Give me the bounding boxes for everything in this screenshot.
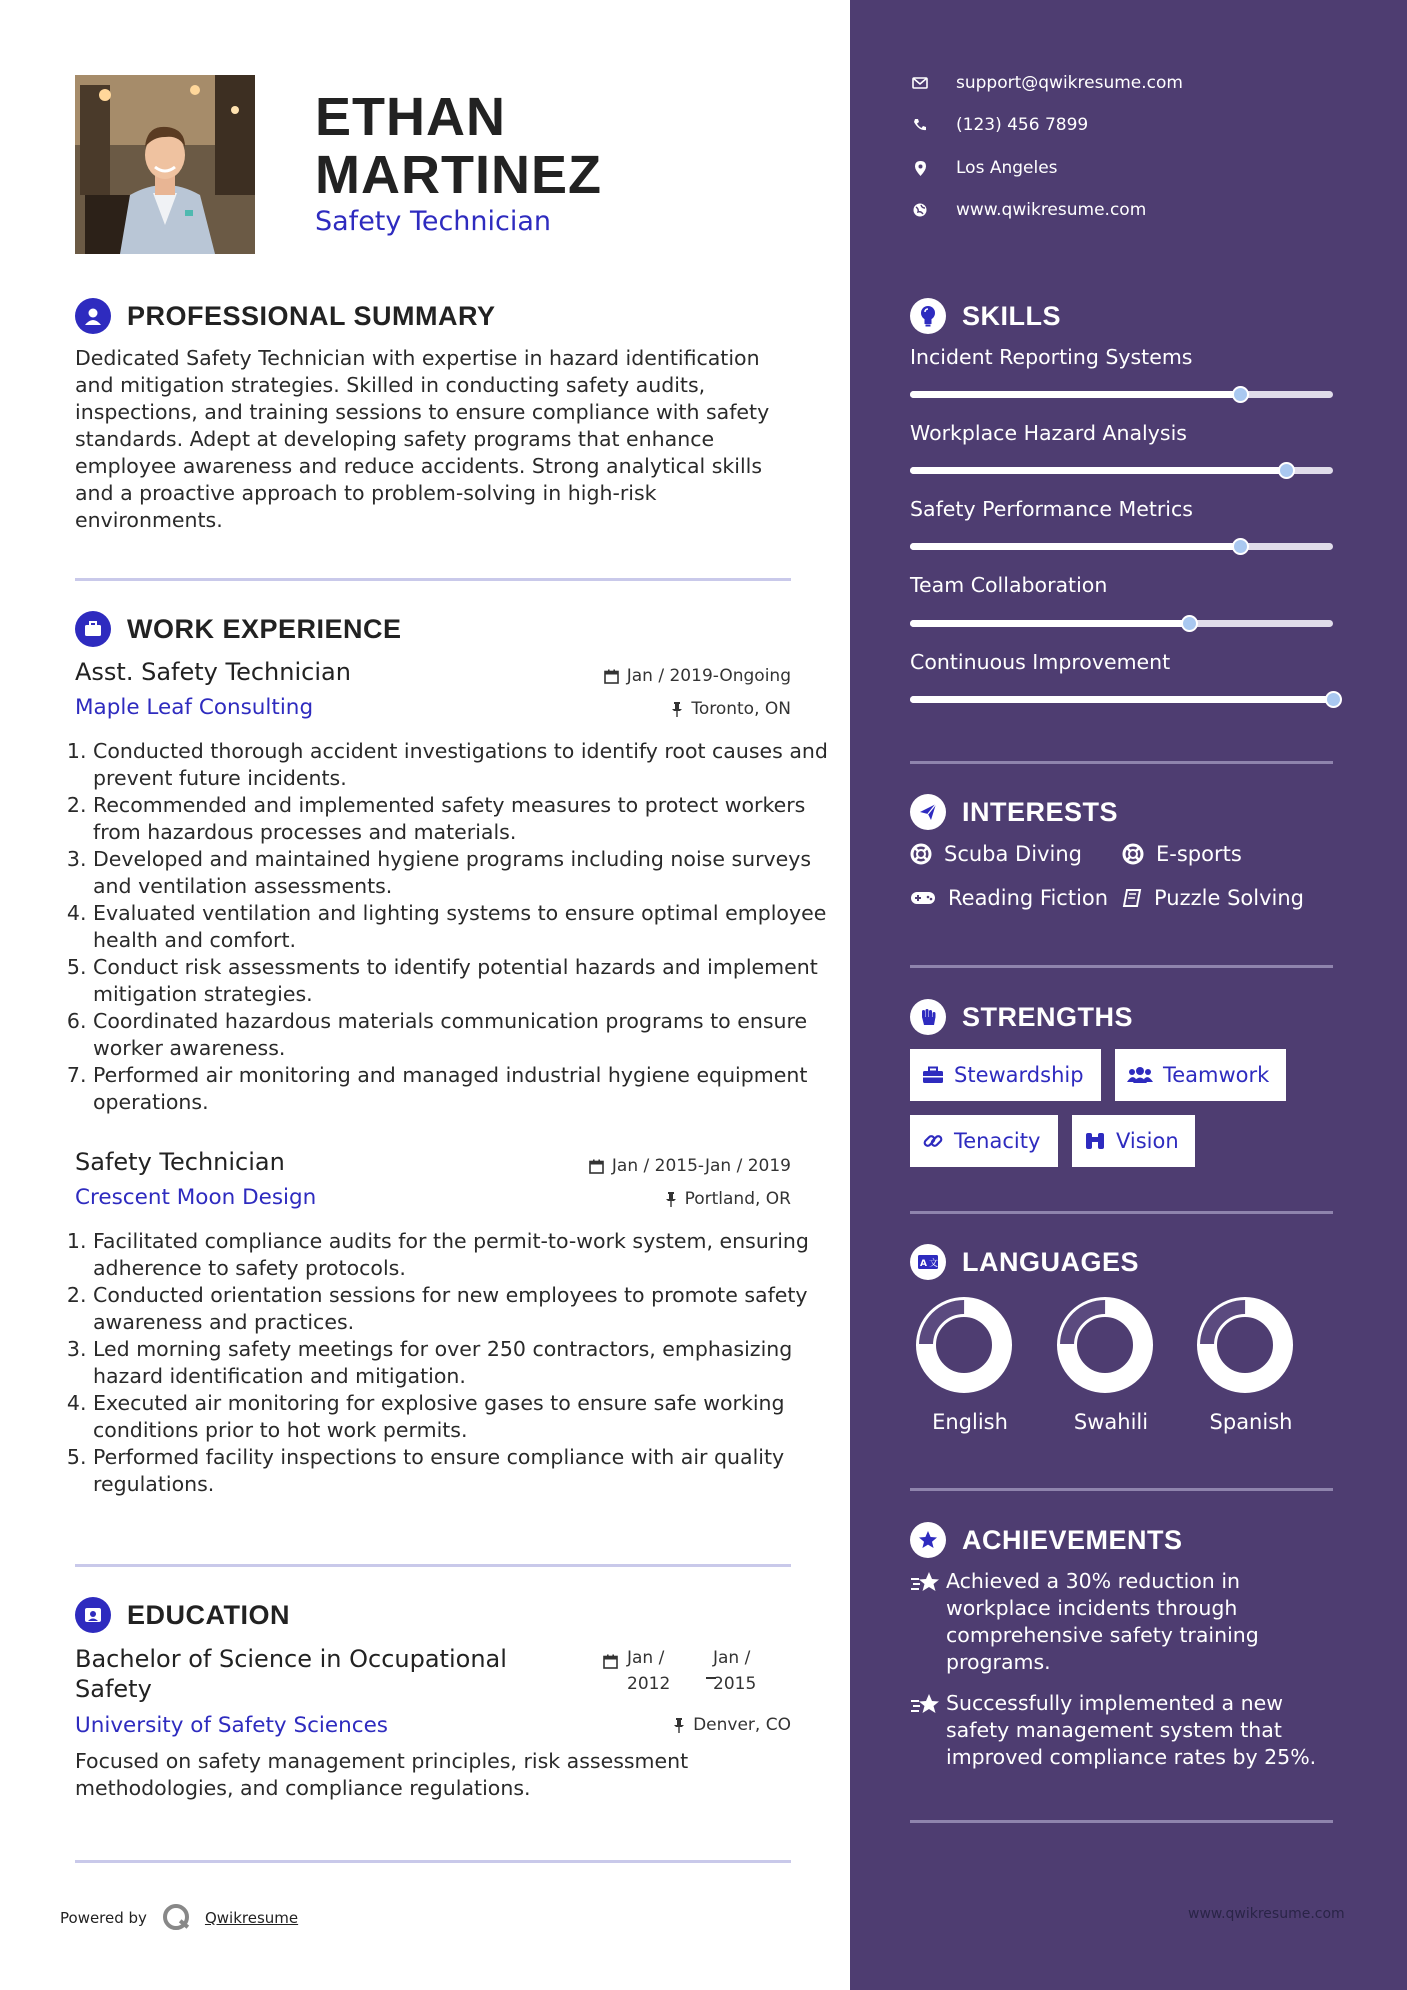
edu-location-text: Denver, CO	[693, 1715, 791, 1735]
strengths-title: STRENGTHS	[962, 1001, 1134, 1032]
interest-item	[910, 886, 1108, 910]
job-1-dates	[604, 666, 791, 686]
achievement-text: Successfully implemented a new safety management system that improved compliance rates by 25%.	[946, 1691, 1317, 1769]
achievement-item	[910, 1690, 1326, 1771]
pin-icon	[671, 702, 683, 717]
interest-item	[1122, 886, 1304, 910]
skill-knob	[1232, 386, 1249, 403]
languages-title: LANGUAGES	[962, 1246, 1140, 1277]
interest-item	[1122, 842, 1242, 866]
job-1-location	[671, 699, 791, 719]
edu-end	[713, 1645, 756, 1697]
users-icon	[1127, 1066, 1153, 1084]
lifebuoy-icon	[1122, 843, 1144, 865]
calendar-icon	[603, 1654, 618, 1673]
languages-heading	[910, 1244, 1139, 1280]
job-2-company: Crescent Moon Design	[75, 1185, 317, 1210]
job-2-title: Safety Technician	[75, 1148, 285, 1176]
strength-chip	[910, 1115, 1058, 1167]
strengths-heading	[910, 999, 1133, 1035]
divider	[75, 1564, 791, 1567]
contact-email[interactable]	[910, 73, 1183, 93]
list-item: 2. Conducted orientation sessions for new employees to promote safety awareness and practices.	[93, 1282, 828, 1336]
divider	[910, 965, 1333, 968]
school: University of Safety Sciences	[75, 1713, 388, 1738]
interests-heading	[910, 794, 1118, 830]
edu-start-year: 2012	[627, 1674, 671, 1694]
interest-item	[910, 842, 1082, 866]
skill-label: Continuous Improvement	[910, 650, 1171, 674]
language-ring	[914, 1295, 1014, 1399]
job-1-bullets	[68, 738, 828, 1116]
strength-chip	[1115, 1049, 1286, 1101]
skill-bar	[910, 620, 1333, 627]
edu-location	[673, 1715, 791, 1735]
strength-label: Tenacity	[954, 1129, 1041, 1153]
skills-heading	[910, 298, 1061, 334]
divider	[75, 1860, 791, 1863]
interests-title: INTERESTS	[962, 796, 1119, 827]
gamepad-icon	[910, 890, 936, 906]
job-2-location	[665, 1189, 791, 1209]
education-title: EDUCATION	[127, 1599, 290, 1630]
contact-phone[interactable]	[910, 115, 1088, 135]
skill-fill	[910, 391, 1240, 398]
skill-knob	[1232, 538, 1249, 555]
job-1-company: Maple Leaf Consulting	[75, 695, 314, 720]
lightbulb-icon	[910, 298, 946, 334]
interest-label: E-sports	[1156, 842, 1242, 866]
divider	[910, 761, 1333, 764]
language-label: English	[932, 1410, 1008, 1434]
contact-website[interactable]	[910, 200, 1146, 220]
strength-chip	[1072, 1115, 1195, 1167]
pin-icon	[665, 1192, 677, 1207]
contact-location	[910, 158, 1058, 178]
list-item: 1. Facilitated compliance audits for the permit-to-work system, ensuring adherence to safety protocols.	[93, 1228, 828, 1282]
qwikresume-link[interactable]: Qwikresume	[204, 1909, 299, 1927]
powered-by-label: Powered by	[60, 1909, 147, 1927]
link-icon	[922, 1130, 944, 1152]
paper-plane-icon	[910, 794, 946, 830]
skill-fill	[910, 696, 1333, 703]
strength-label: Vision	[1116, 1129, 1179, 1153]
svg-text:A: A	[920, 1259, 927, 1269]
star-icon	[910, 1568, 946, 1676]
svg-text:文: 文	[929, 1259, 939, 1269]
experience-heading	[75, 611, 402, 647]
achievements-title: ACHIEVEMENTS	[962, 1524, 1183, 1555]
job-1-location-text: Toronto, ON	[691, 699, 791, 719]
divider	[910, 1488, 1333, 1491]
email-text: support@qwikresume.com	[956, 73, 1183, 93]
globe-icon	[913, 203, 927, 217]
book-icon	[1122, 888, 1142, 908]
job-1-dates-text: Jan / 2019-Ongoing	[626, 666, 791, 686]
skill-fill	[910, 620, 1189, 627]
strength-chip	[910, 1049, 1101, 1101]
skill-knob	[1278, 462, 1295, 479]
calendar-icon	[589, 1159, 604, 1174]
list-item: 4. Executed air monitoring for explosive gases to ensure safe working conditions prior to hot work permits.	[93, 1390, 828, 1444]
translate-icon	[910, 1244, 946, 1280]
list-item: 7. Performed air monitoring and managed industrial hygiene equipment operations.	[93, 1062, 828, 1116]
skill-bar	[910, 543, 1333, 550]
job-1-title: Asst. Safety Technician	[75, 658, 351, 686]
skill-label: Safety Performance Metrics	[910, 497, 1193, 521]
skill-fill	[910, 467, 1286, 474]
summary-heading	[75, 298, 496, 334]
job-2-location-text: Portland, OR	[684, 1189, 791, 1209]
user-icon	[75, 298, 111, 334]
skill-knob	[1181, 615, 1198, 632]
envelope-icon	[912, 77, 928, 89]
edu-start	[627, 1645, 670, 1697]
job-2-bullets	[68, 1228, 828, 1498]
name-last: MARTINEZ	[315, 145, 602, 205]
skill-bar	[910, 467, 1333, 474]
strength-label: Teamwork	[1163, 1063, 1270, 1087]
website-text: www.qwikresume.com	[956, 200, 1147, 220]
divider	[75, 578, 791, 581]
list-item: 5. Conduct risk assessments to identify potential hazards and implement mitigation strategies.	[93, 954, 828, 1008]
candidate-name	[315, 88, 602, 204]
footer-powered	[60, 1902, 298, 1934]
star-badge-icon	[910, 1522, 946, 1558]
language-ring	[1195, 1295, 1295, 1399]
interest-label: Reading Fiction	[948, 886, 1109, 910]
briefcase-icon	[75, 611, 111, 647]
skill-bar	[910, 696, 1333, 703]
achievements-heading	[910, 1522, 1183, 1558]
degree	[75, 1644, 507, 1704]
job-2-dates	[589, 1156, 791, 1176]
interest-label: Puzzle Solving	[1154, 886, 1304, 910]
interest-label: Scuba Diving	[944, 842, 1082, 866]
divider	[910, 1820, 1333, 1823]
location-text: Los Angeles	[956, 158, 1058, 178]
briefcase-icon	[922, 1066, 944, 1084]
job-title: Safety Technician	[315, 206, 552, 237]
pin-icon	[673, 1718, 685, 1733]
list-item: 3. Led morning safety meetings for over 250 contractors, emphasizing hazard identification and mitigation.	[93, 1336, 828, 1390]
calendar-icon	[604, 669, 619, 684]
job-2-dates-text: Jan / 2015-Jan / 2019	[611, 1156, 791, 1176]
strength-label: Stewardship	[954, 1063, 1084, 1087]
summary-text: Dedicated Safety Technician with expertise in hazard identification and mitigation strategies. Skilled in conducting safety audits, inspections, and training sessions to ensure compliance with safety standards. Adept at developing safety programs that enhance employee awareness and reduce accidents. Strong analytical skills and a proactive approach to problem-solving in high-risk environments.	[75, 346, 770, 532]
skills-title: SKILLS	[962, 300, 1062, 331]
name-first: ETHAN	[315, 87, 506, 147]
edu-description: Focused on safety management principles, risk assessment methodologies, and compliance regulations.	[75, 1749, 689, 1800]
skill-label: Team Collaboration	[910, 573, 1108, 597]
summary-title: PROFESSIONAL SUMMARY	[127, 300, 496, 331]
footer-site[interactable]: www.qwikresume.com	[1188, 1906, 1345, 1922]
list-item: 5. Performed facility inspections to ensure compliance with air quality regulations.	[93, 1444, 828, 1498]
qwikresume-logo-icon	[161, 1902, 193, 1934]
skill-fill	[910, 543, 1240, 550]
list-item: 1. Conducted thorough accident investigations to identify root causes and prevent future incidents.	[93, 738, 828, 792]
language-label: Spanish	[1209, 1410, 1293, 1434]
education-heading	[75, 1597, 290, 1633]
profile-photo	[75, 75, 255, 254]
skill-label: Workplace Hazard Analysis	[910, 421, 1187, 445]
phone-text: (123) 456 7899	[956, 115, 1089, 135]
list-item: 2. Recommended and implemented safety measures to protect workers from hazardous processes and materials.	[93, 792, 828, 846]
location-icon	[915, 161, 926, 176]
binoculars-icon	[1084, 1131, 1106, 1151]
phone-icon	[913, 118, 927, 132]
list-item: 3. Developed and maintained hygiene programs including noise surveys and ventilation assessments.	[93, 846, 828, 900]
edu-end-year: 2015	[713, 1674, 757, 1694]
edu-end-month: Jan /	[713, 1648, 751, 1668]
language-label: Swahili	[1073, 1410, 1149, 1434]
skill-bar	[910, 391, 1333, 398]
graduation-icon	[75, 1597, 111, 1633]
skill-knob	[1325, 691, 1342, 708]
skill-label: Incident Reporting Systems	[910, 345, 1193, 369]
degree-line-2: Safety	[75, 1675, 152, 1703]
language-ring	[1055, 1295, 1155, 1399]
lifebuoy-icon	[910, 843, 932, 865]
achievement-item	[910, 1568, 1326, 1676]
degree-line-1: Bachelor of Science in Occupational	[75, 1645, 507, 1673]
divider	[910, 1211, 1333, 1214]
star-icon	[910, 1690, 946, 1771]
list-item: 6. Coordinated hazardous materials communication programs to ensure worker awareness.	[93, 1008, 828, 1062]
achievement-text: Achieved a 30% reduction in workplace incidents through comprehensive safety training programs.	[946, 1569, 1259, 1674]
experience-title: WORK EXPERIENCE	[127, 613, 402, 644]
fist-icon	[910, 999, 946, 1035]
edu-start-month: Jan /	[627, 1648, 665, 1668]
list-item: 4. Evaluated ventilation and lighting systems to ensure optimal employee health and comfort.	[93, 900, 828, 954]
